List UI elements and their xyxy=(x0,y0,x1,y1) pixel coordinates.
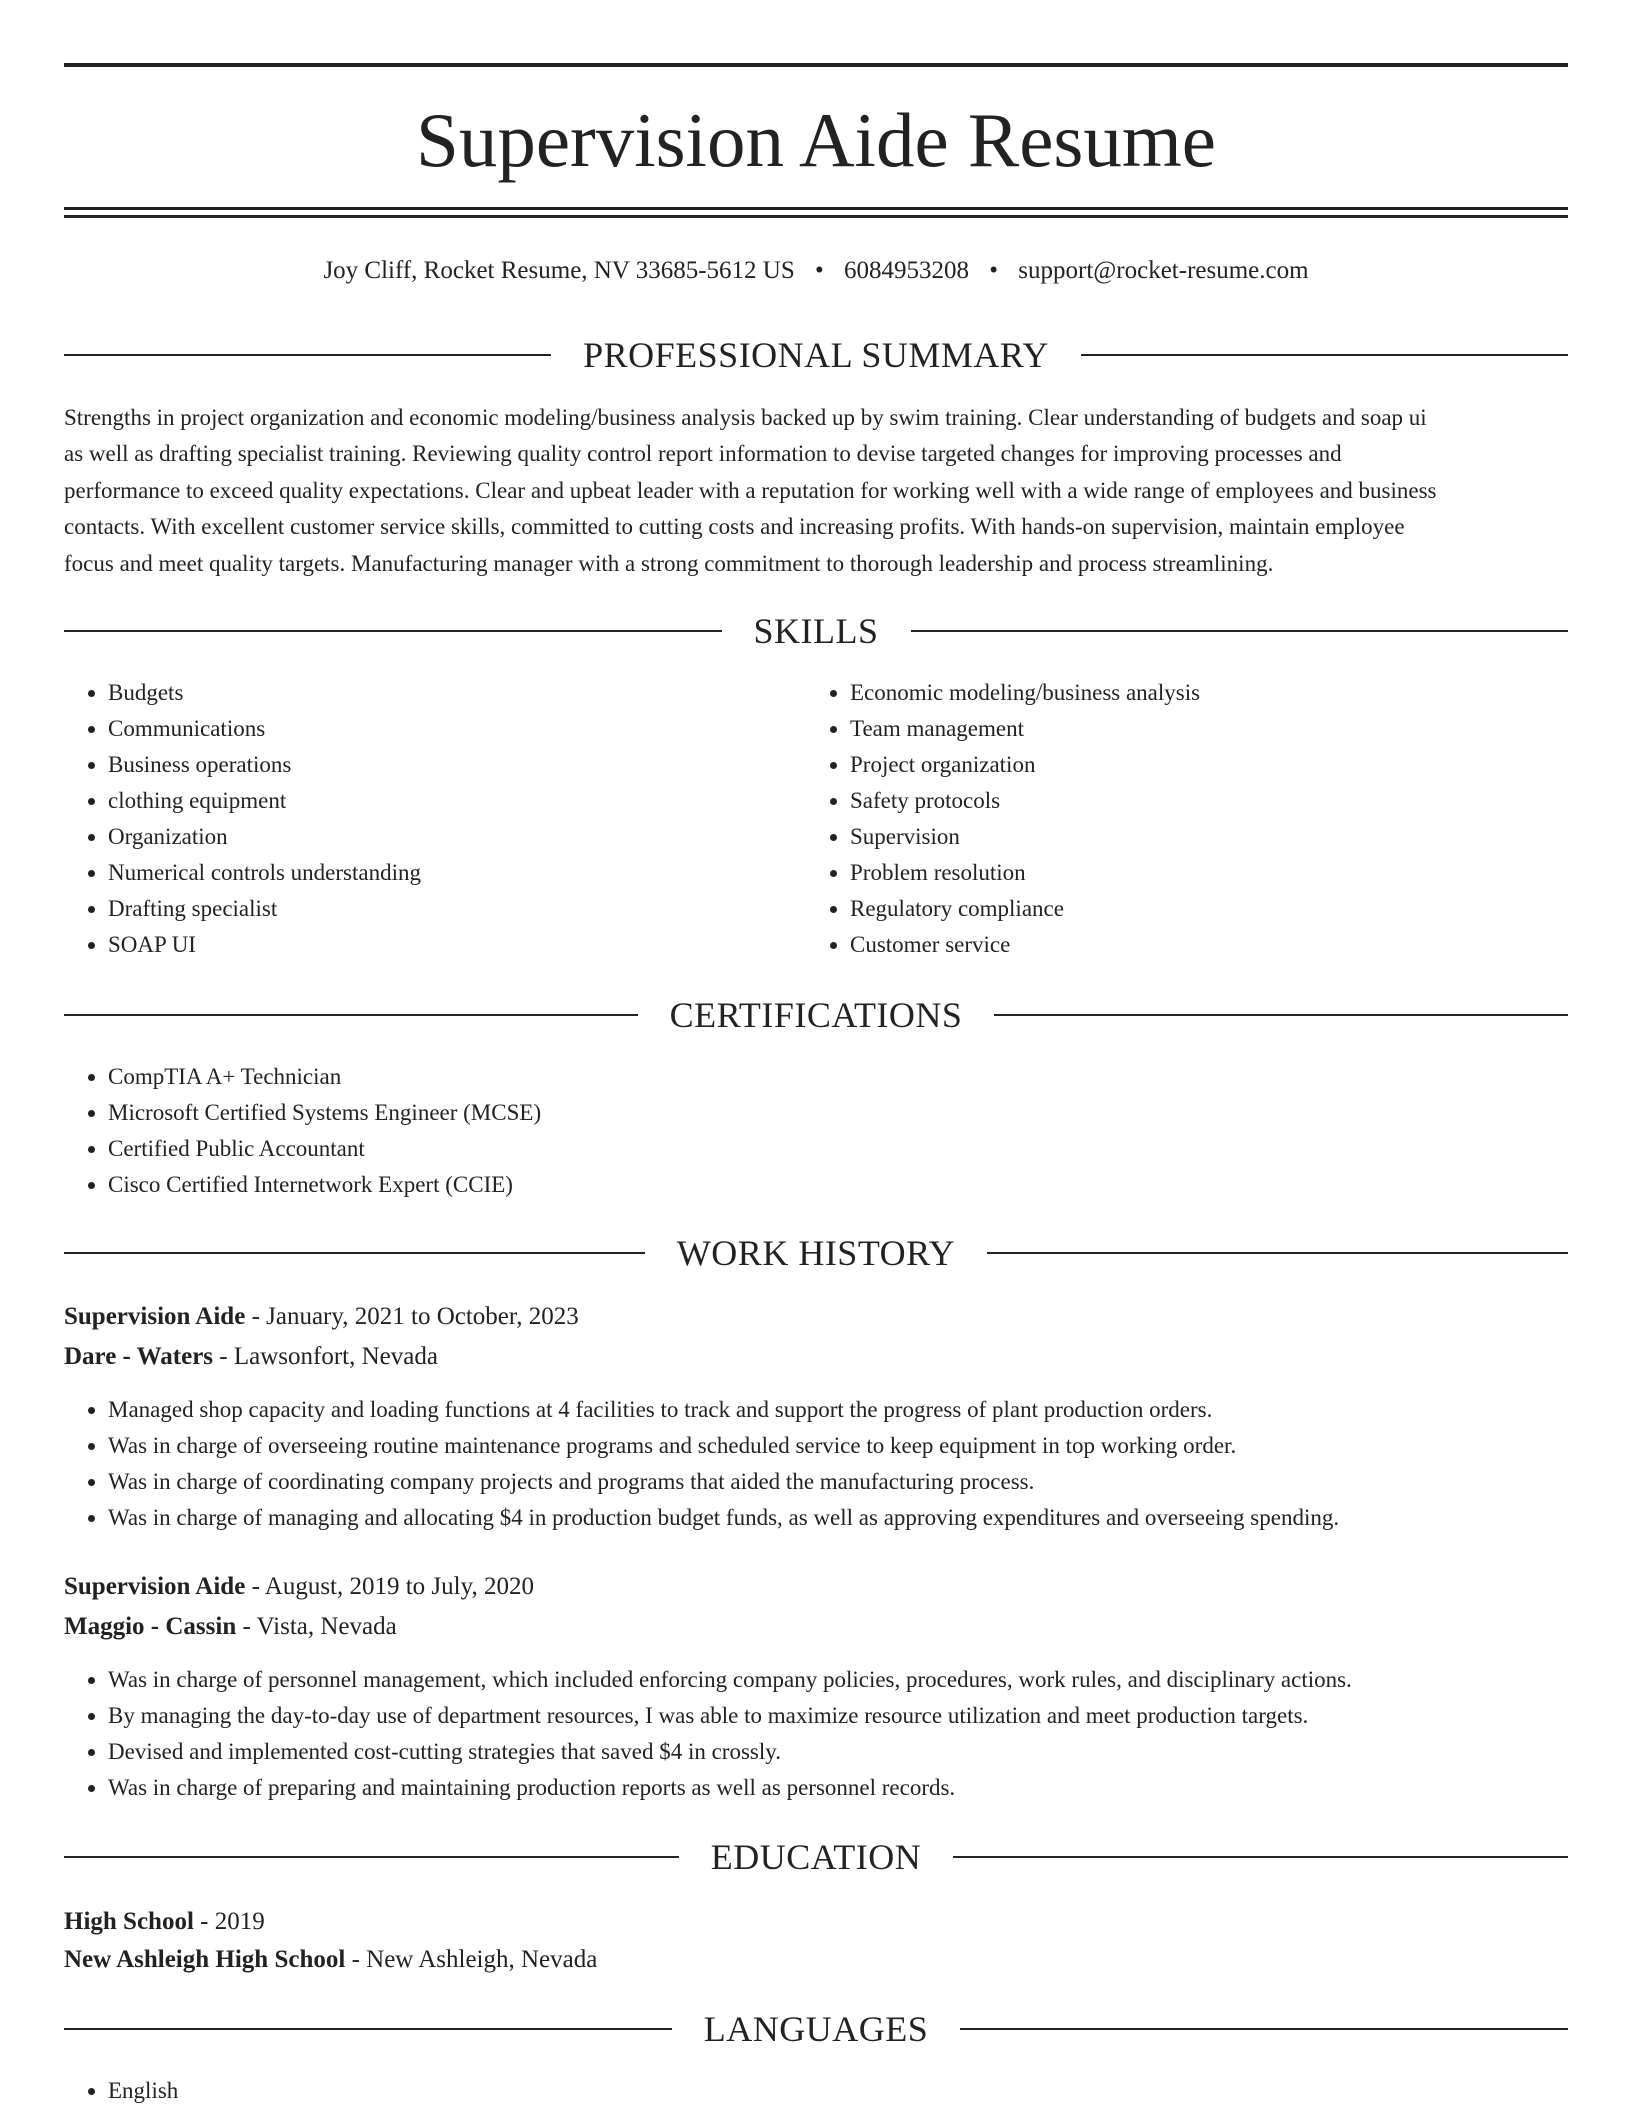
job-duty: • Was in charge of managing and allocating $4 in production budget funds, as well as approving expenditures and overseeing spending. xyxy=(108,1500,1568,1536)
job-title: Supervision Aide xyxy=(64,1573,246,1600)
section-rule xyxy=(1081,354,1568,356)
job-title-line xyxy=(64,1297,1568,1337)
certification-item: • Cisco Certified Internetwork Expert (CCIE) xyxy=(108,1167,1568,1203)
summary-line: as well as drafting specialist training. Reviewing quality control report information to devise targeted changes for improving processes and xyxy=(64,441,1342,467)
job-duty: • By managing the day-to-day use of department resources, I was able to maximize resource utilization and meet production targets. xyxy=(108,1698,1568,1734)
section-rule xyxy=(64,1014,638,1016)
section-header-languages xyxy=(64,2005,1568,2053)
contact-email: support@rocket-resume.com xyxy=(1018,257,1309,284)
job-company-line xyxy=(64,1337,1568,1377)
job-duty: • Was in charge of personnel management, which included enforcing company policies, procedures, work rules, and disciplinary actions. xyxy=(108,1662,1568,1698)
section-title-education: EDUCATION xyxy=(710,1837,922,1877)
education-year: - 2019 xyxy=(193,1908,265,1935)
section-title-certifications: CERTIFICATIONS xyxy=(669,995,963,1035)
section-rule xyxy=(960,2028,1568,2030)
summary-line: focus and meet quality targets. Manufacturing manager with a strong commitment to thorough leadership and process streamlining. xyxy=(64,550,1274,576)
job-duty: • Was in charge of preparing and maintaining production reports as well as personnel records. xyxy=(108,1770,1568,1806)
job-dates: - August, 2019 to July, 2020 xyxy=(245,1573,534,1600)
top-rule xyxy=(64,63,1568,67)
section-header-summary xyxy=(64,331,1568,379)
skills-list-left xyxy=(64,675,808,963)
job-location: - Vista, Nevada xyxy=(236,1613,397,1640)
skill-item: • Numerical controls understanding xyxy=(108,855,808,891)
skills-list-right xyxy=(806,675,1610,963)
summary-line: Strengths in project organization and economic modeling/business analysis backed up by swim training. Clear understanding of budgets and soap ui xyxy=(64,405,1427,430)
section-rule xyxy=(987,1252,1568,1254)
section-rule xyxy=(953,1856,1568,1858)
certifications-list xyxy=(64,1059,1568,1203)
job-duties-list xyxy=(64,1392,1568,1536)
section-header-skills xyxy=(64,607,1568,655)
contact-separator: • xyxy=(814,257,824,284)
skill-item: • Safety protocols xyxy=(850,783,1610,819)
job-duty: • Was in charge of coordinating company projects and programs that aided the manufacturing process. xyxy=(108,1464,1568,1500)
section-header-education xyxy=(64,1833,1568,1881)
page-title: Supervision Aide Resume xyxy=(416,97,1216,183)
job-location: - Lawsonfort, Nevada xyxy=(213,1343,438,1370)
job-company: Maggio - Cassin xyxy=(64,1613,237,1640)
education-school-line xyxy=(64,1940,1568,1980)
job-duty: • Devised and implemented cost-cutting strategies that saved $4 in crossly. xyxy=(108,1734,1568,1770)
skill-item: • Problem resolution xyxy=(850,855,1610,891)
skill-item: • Budgets xyxy=(108,675,808,711)
section-title-summary: PROFESSIONAL SUMMARY xyxy=(583,335,1049,375)
professional-summary xyxy=(64,400,1568,582)
skill-item: • Communications xyxy=(108,711,808,747)
section-rule xyxy=(64,354,551,356)
title-rule-lower xyxy=(64,215,1568,218)
section-title-work: WORK HISTORY xyxy=(676,1233,956,1273)
summary-line: performance to exceed quality expectations. Clear and upbeat leader with a reputation for working well with a wide range of employees and business xyxy=(64,477,1437,503)
section-rule xyxy=(64,630,722,632)
job-duties-list xyxy=(64,1662,1568,1806)
education-school: New Ashleigh High School xyxy=(64,1946,346,1973)
job-title: Supervision Aide xyxy=(64,1303,246,1330)
skill-item: • Drafting specialist xyxy=(108,891,808,927)
languages-list xyxy=(64,2073,1568,2109)
education-degree: High School xyxy=(64,1908,194,1935)
job-dates: - January, 2021 to October, 2023 xyxy=(245,1303,579,1330)
language-item: • English xyxy=(108,2073,1568,2109)
certification-item: • CompTIA A+ Technician xyxy=(108,1059,1568,1095)
section-header-certifications xyxy=(64,991,1568,1039)
section-title-skills: SKILLS xyxy=(753,611,879,651)
contact-address: Joy Cliff, Rocket Resume, NV 33685-5612 US xyxy=(323,257,795,284)
title-rule-upper xyxy=(64,207,1568,210)
skill-item: • Organization xyxy=(108,819,808,855)
skill-item: • SOAP UI xyxy=(108,927,808,963)
skill-item: • Customer service xyxy=(850,927,1610,963)
job-company-line xyxy=(64,1607,1568,1647)
contact-line xyxy=(64,253,1568,289)
section-title-languages: LANGUAGES xyxy=(703,2009,929,2049)
education-location: - New Ashleigh, Nevada xyxy=(345,1946,598,1973)
skill-item: • Economic modeling/business analysis xyxy=(850,675,1610,711)
skill-item: • clothing equipment xyxy=(108,783,808,819)
section-rule xyxy=(994,1014,1568,1016)
job-company: Dare - Waters xyxy=(64,1343,214,1370)
section-rule xyxy=(64,1856,679,1858)
section-header-work xyxy=(64,1229,1568,1277)
skill-item: • Supervision xyxy=(850,819,1610,855)
skill-item: • Project organization xyxy=(850,747,1610,783)
section-rule xyxy=(64,2028,672,2030)
skill-item: • Team management xyxy=(850,711,1610,747)
job-duty: • Was in charge of overseeing routine maintenance programs and scheduled service to keep equipment in top working order. xyxy=(108,1428,1568,1464)
job-title-line xyxy=(64,1567,1568,1607)
skill-item: • Business operations xyxy=(108,747,808,783)
contact-phone: 6084953208 xyxy=(844,257,969,284)
contact-separator: • xyxy=(989,257,999,284)
summary-line: contacts. With excellent customer service skills, committed to cutting costs and increasing profits. With hands-on supervision, maintain employee xyxy=(64,514,1405,540)
section-rule xyxy=(911,630,1569,632)
section-rule xyxy=(64,1252,645,1254)
job-duty: • Managed shop capacity and loading functions at 4 facilities to track and support the progress of plant production orders. xyxy=(108,1392,1568,1428)
education-degree-line xyxy=(64,1902,1568,1942)
certification-item: • Certified Public Accountant xyxy=(108,1131,1568,1167)
skill-item: • Regulatory compliance xyxy=(850,891,1610,927)
certification-item: • Microsoft Certified Systems Engineer (MCSE) xyxy=(108,1095,1568,1131)
